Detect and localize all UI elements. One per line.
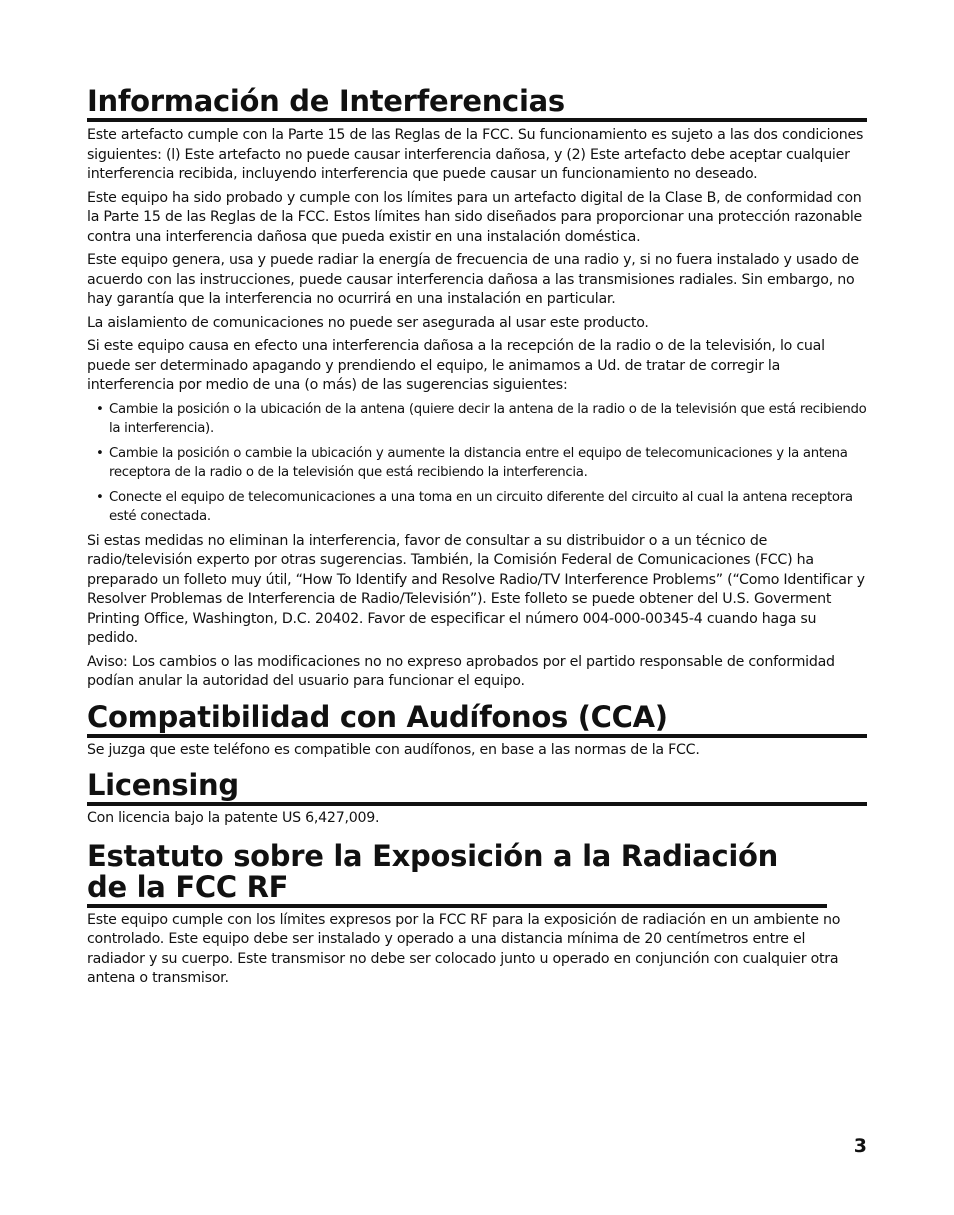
page-number: 3 bbox=[853, 1135, 867, 1157]
section-interference bbox=[87, 86, 867, 692]
interference-notice: Aviso: Los cambios o las modificaciones no no expreso aprobados por el partido responsable de conformidad podían anular la autoridad del usuario para funcionar el equipo. bbox=[87, 653, 835, 689]
hearing-aid-text: Se juzga que este teléfono es compatible con audífonos, en base a las normas de la FCC. bbox=[87, 741, 700, 758]
suggestion-item-3: • Conecte el equipo de telecomunicaciones a una toma en un circuito diferente del circuito al cual la antena receptora esté conectada. bbox=[109, 488, 867, 527]
interference-paragraph-3: Este equipo genera, usa y puede radiar la energía de frecuencia de una radio y, si no fuera instalado y usado de acuerdo con las instrucciones, puede causar interferencia dañosa a las transmisiones radiales. Sin embargo, no hay garantía que la interferencia no ocurrirá en una instalación en particular. bbox=[87, 252, 859, 307]
interference-paragraph-2: Este equipo ha sido probado y cumple con los límites para un artefacto digital de la Clase B, de conformidad con la Parte 15 de las Reglas de la FCC. Estos límites han sido diseñados para proporcionar una protección razonable contra una interferencia dañosa que pueda existir en una instalación doméstica. bbox=[87, 189, 863, 245]
interference-paragraph-4: La aislamiento de comunicaciones no puede ser asegurada al usar este producto. bbox=[87, 314, 649, 331]
interference-paragraph-5: Si este equipo causa en efecto una interferencia dañosa a la recepción de la radio o de la televisión, lo cual puede ser determinado apagando y prendiendo el equipo, le animamos a Ud. de tratar de corregir la interferencia por medio de una (o más) de las sugerencias siguientes: bbox=[87, 338, 825, 393]
heading-hearing-aid: Compatibilidad con Audífonos (CCA) bbox=[87, 702, 867, 738]
interference-paragraph-1: Este artefacto cumple con la Parte 15 de las Reglas de la FCC. Su funcionamiento es sujeto a las dos condiciones siguientes: (l) Este artefacto no puede causar interferencia dañosa, y (2) Este artefacto debe aceptar cualquier interferencia recibida, incluyendo interferencia que puede causar un funcionamiento no deseado. bbox=[87, 127, 864, 182]
heading-interference: Información de Interferencias bbox=[87, 86, 867, 122]
interference-paragraph-6: Si estas medidas no eliminan la interferencia, favor de consultar a su distribuidor o a un técnico de radio/televisión experto por otras sugerencias. También, la Comisión Federal de Comunicaciones (FCC) ha preparado un folleto muy útil, “How To Identify and Resolve Radio/TV Interference Problems” (“Como Identificar y Resolver Problemas de Interferencia de Radio/Televisión”). Este folleto se puede obtener del U.S. Goverment Printing Office, Washington, D.C. 20402. Favor de especificar el número 004-000-00345-4 cuando haga su pedido. bbox=[87, 532, 865, 646]
suggestion-list bbox=[87, 400, 867, 527]
heading-rf-exposure: Estatuto sobre la Exposición a la Radiación de la FCC RF bbox=[87, 841, 827, 908]
page-content bbox=[87, 0, 867, 993]
section-licensing bbox=[87, 770, 867, 829]
section-rf-exposure bbox=[87, 838, 867, 989]
rf-exposure-text: Este equipo cumple con los límites expresos por la FCC RF para la exposición de radiación en un ambiente no controlado. Este equipo debe ser instalado y operado a una distancia mínima de 20 centímetros entre el radiador y su cuerpo. Este transmisor no debe ser colocado junto u operado en conjunción con cualquier otra antena o transmisor. bbox=[87, 911, 841, 986]
licensing-text: Con licencia bajo la patente US 6,427,009. bbox=[87, 810, 380, 826]
section-hearing-aid bbox=[87, 699, 867, 761]
suggestion-item-1: • Cambie la posición o la ubicación de la antena (quiere decir la antena de la radio o de la televisión que está recibiendo la interferencia). bbox=[109, 400, 867, 439]
heading-licensing: Licensing bbox=[87, 770, 867, 806]
suggestion-item-2: • Cambie la posición o cambie la ubicación y aumente la distancia entre el equipo de telecomunicaciones y la antena receptora de la radio o de la televisión que está recibiendo la interferencia. bbox=[109, 444, 867, 483]
